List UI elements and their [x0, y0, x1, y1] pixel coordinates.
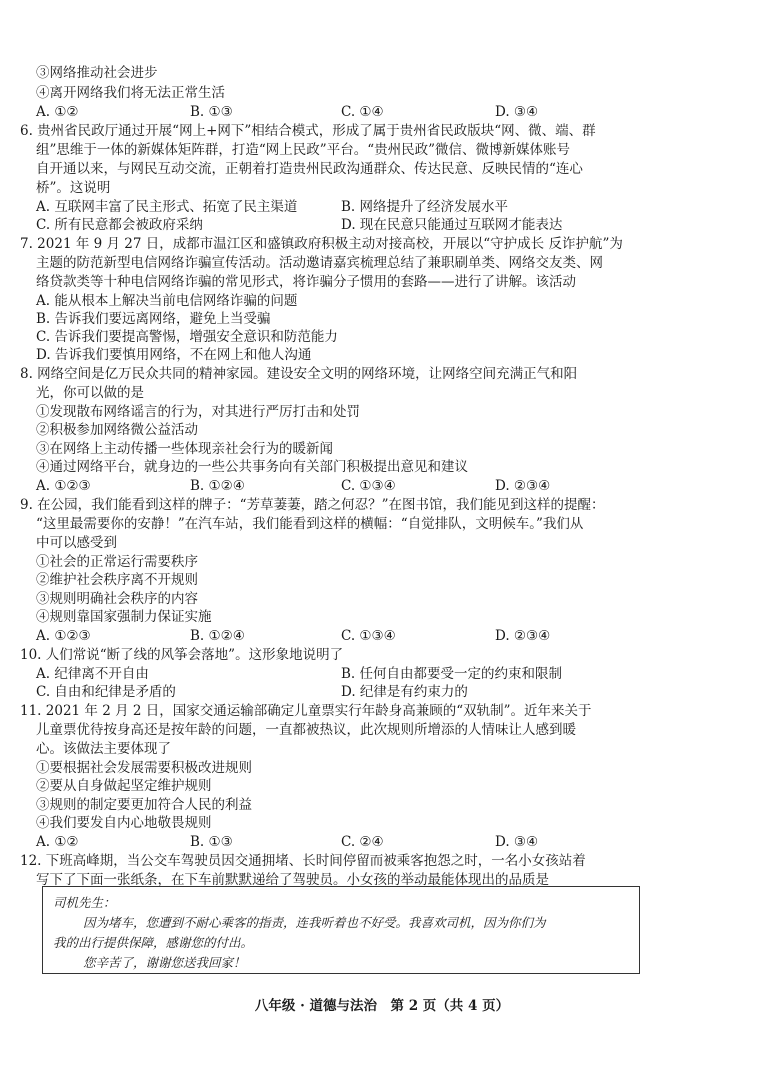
q11-statement-2: ②要从自身做起坚定维护规则	[36, 778, 212, 794]
q8-stem-line-2: 光，你可以做的是	[36, 385, 144, 401]
q10-option-a: A. 纪律离不开自由	[36, 666, 149, 682]
q8-option-c: C. ①③④	[341, 478, 396, 494]
q6-option-d: D. 现在民意只能通过互联网才能表达	[341, 217, 563, 233]
note-line-1: 因为堵车，您遭到不耐心乘客的指责，连我听着也不好受。我喜欢司机，因为你们为	[83, 915, 546, 930]
q7-option-d: D. 告诉我们要慎用网络，不在网上和他人沟通	[36, 347, 312, 363]
q10-option-b: B. 任何自由都要受一定的约束和限制	[341, 666, 563, 682]
q9-option-d: D. ②③④	[495, 628, 551, 644]
note-line-3: 您辛苦了，谢谢您送我回家！	[83, 955, 246, 970]
q9-option-a: A. ①②③	[36, 628, 91, 644]
q8-stem-line-1: 8. 网络空间是亿万民众共同的精神家园。建设安全文明的网络环境，让网络空间充满正气和阳	[20, 366, 578, 382]
q8-statement-4: ④通过网络平台，就身边的一些公共事务向有关部门积极提出意见和建议	[36, 459, 468, 475]
q9-statement-2: ②维护社会秩序离不开规则	[36, 572, 198, 588]
q11-option-c: C. ②④	[341, 834, 384, 850]
q11-option-b: B. ①③	[190, 834, 233, 850]
q6-stem-line-4: 桥”。这说明	[36, 180, 111, 196]
q7-stem-line-2: 主题的防范新型电信网络诈骗宣传活动。活动邀请嘉宾梳理总结了兼职刷单类、网络交友类、网	[36, 255, 603, 271]
note-salutation: 司机先生：	[53, 895, 116, 910]
prev-option-a: A. ①②	[36, 104, 79, 120]
q9-option-b: B. ①②④	[190, 628, 245, 644]
q11-option-a: A. ①②	[36, 834, 79, 850]
q9-stem-line-3: 中可以感受到	[36, 535, 117, 551]
note-box	[42, 886, 640, 974]
q10-option-d: D. 纪律是有约束力的	[341, 684, 468, 700]
q11-stem-line-1: 11. 2021 年 2 月 2 日，国家交通运输部确定儿童票实行年龄身高兼顾的“双轨制”。近年来关于	[20, 703, 592, 719]
q6-stem-line-1: 6. 贵州省民政厅通过开展“网上+网下”相结合模式，形成了属于贵州省民政版块“网、微、端、群	[20, 123, 596, 139]
page-footer: 八年级 · 道德与法治 第 2 页（共 4 页）	[254, 998, 510, 1014]
q8-option-b: B. ①②④	[190, 478, 245, 494]
q7-stem-line-3: 络贷款类等十种电信网络诈骗的常见形式，将诈骗分子惯用的套路——进行了讲解。该活动	[36, 274, 576, 290]
q6-option-a: A. 互联网丰富了民主形式、拓宽了民主渠道	[36, 199, 298, 215]
q11-option-d: D. ③④	[495, 834, 539, 850]
q11-statement-1: ①要根据社会发展需要积极改进规则	[36, 760, 252, 776]
q8-option-a: A. ①②③	[36, 478, 91, 494]
q9-statement-3: ③规则明确社会秩序的内容	[36, 591, 198, 607]
q8-statement-3: ③在网络上主动传播一些体现亲社会行为的暖新闻	[36, 441, 333, 457]
q11-stem-line-3: 心。该做法主要体现了	[36, 741, 171, 757]
q11-stem-line-2: 儿童票优待按身高还是按年龄的问题，一直都被热议，此次规则所增添的人情味让人感到暖	[36, 722, 576, 738]
q9-statement-4: ④规则靠国家强制力保证实施	[36, 609, 212, 625]
q8-statement-1: ①发现散布网络谣言的行为，对其进行严厉打击和处罚	[36, 404, 360, 420]
q8-statement-2: ②积极参加网络微公益活动	[36, 422, 198, 438]
q10-stem-line-1: 10. 人们常说“断了线的风筝会落地”。这形象地说明了	[20, 647, 344, 663]
q9-statement-1: ①社会的正常运行需要秩序	[36, 554, 198, 570]
prev-option-b: B. ①③	[190, 104, 233, 120]
q9-option-c: C. ①③④	[341, 628, 396, 644]
prev-option-d: D. ③④	[495, 104, 539, 120]
note-line-2: 我的出行提供保障，感谢您的付出。	[53, 935, 254, 950]
q12-stem-line-1: 12. 下班高峰期，当公交车驾驶员因交通拥堵、长时间停留而被乘客抱怨之时，一名小女孩站着	[20, 853, 586, 869]
q10-option-c: C. 自由和纪律是矛盾的	[36, 684, 176, 700]
q9-stem-line-2: “这里最需要你的安静！”在汽车站，我们能看到这样的横幅：“自觉排队，文明候车。”我们从	[36, 516, 584, 532]
q6-stem-line-2: 组”思维于一体的新媒体矩阵群，打造“网上民政”平台。“贵州民政”微信、微博新媒体账号	[36, 142, 571, 158]
q6-stem-line-3: 自开通以来，与网民互动交流，正朝着打造贵州民政沟通群众、传达民意、反映民情的“连心	[36, 161, 583, 177]
q11-statement-3: ③规则的制定要更加符合人民的利益	[36, 797, 252, 813]
q9-stem-line-1: 9. 在公园，我们能看到这样的牌子：“芳草萋萋，踏之何忍？”在图书馆，我们能见到这样的提醒：	[20, 497, 605, 513]
q11-statement-4: ④我们要发自内心地敬畏规则	[36, 815, 212, 831]
q6-option-c: C. 所有民意都会被政府采纳	[36, 217, 203, 233]
q6-option-b: B. 网络提升了经济发展水平	[341, 199, 509, 215]
prev-option-c: C. ①④	[341, 104, 384, 120]
prev-statement-4: ④离开网络我们将无法正常生活	[36, 85, 225, 101]
q12-stem-line-2: 写下了下面一张纸条，在下车前默默递给了驾驶员。小女孩的举动最能体现出的品质是	[36, 872, 549, 888]
prev-statement-3: ③网络推动社会进步	[36, 65, 158, 81]
q7-option-c: C. 告诉我们要提高警惕，增强安全意识和防范能力	[36, 329, 338, 345]
q7-option-b: B. 告诉我们要远离网络，避免上当受骗	[36, 311, 271, 327]
q7-stem-line-1: 7. 2021 年 9 月 27 日，成都市温江区和盛镇政府积极主动对接高校，开展以“守护成长 反诈护航”为	[20, 236, 623, 252]
q8-option-d: D. ②③④	[495, 478, 551, 494]
q7-option-a: A. 能从根本上解决当前电信网络诈骗的问题	[36, 293, 298, 309]
